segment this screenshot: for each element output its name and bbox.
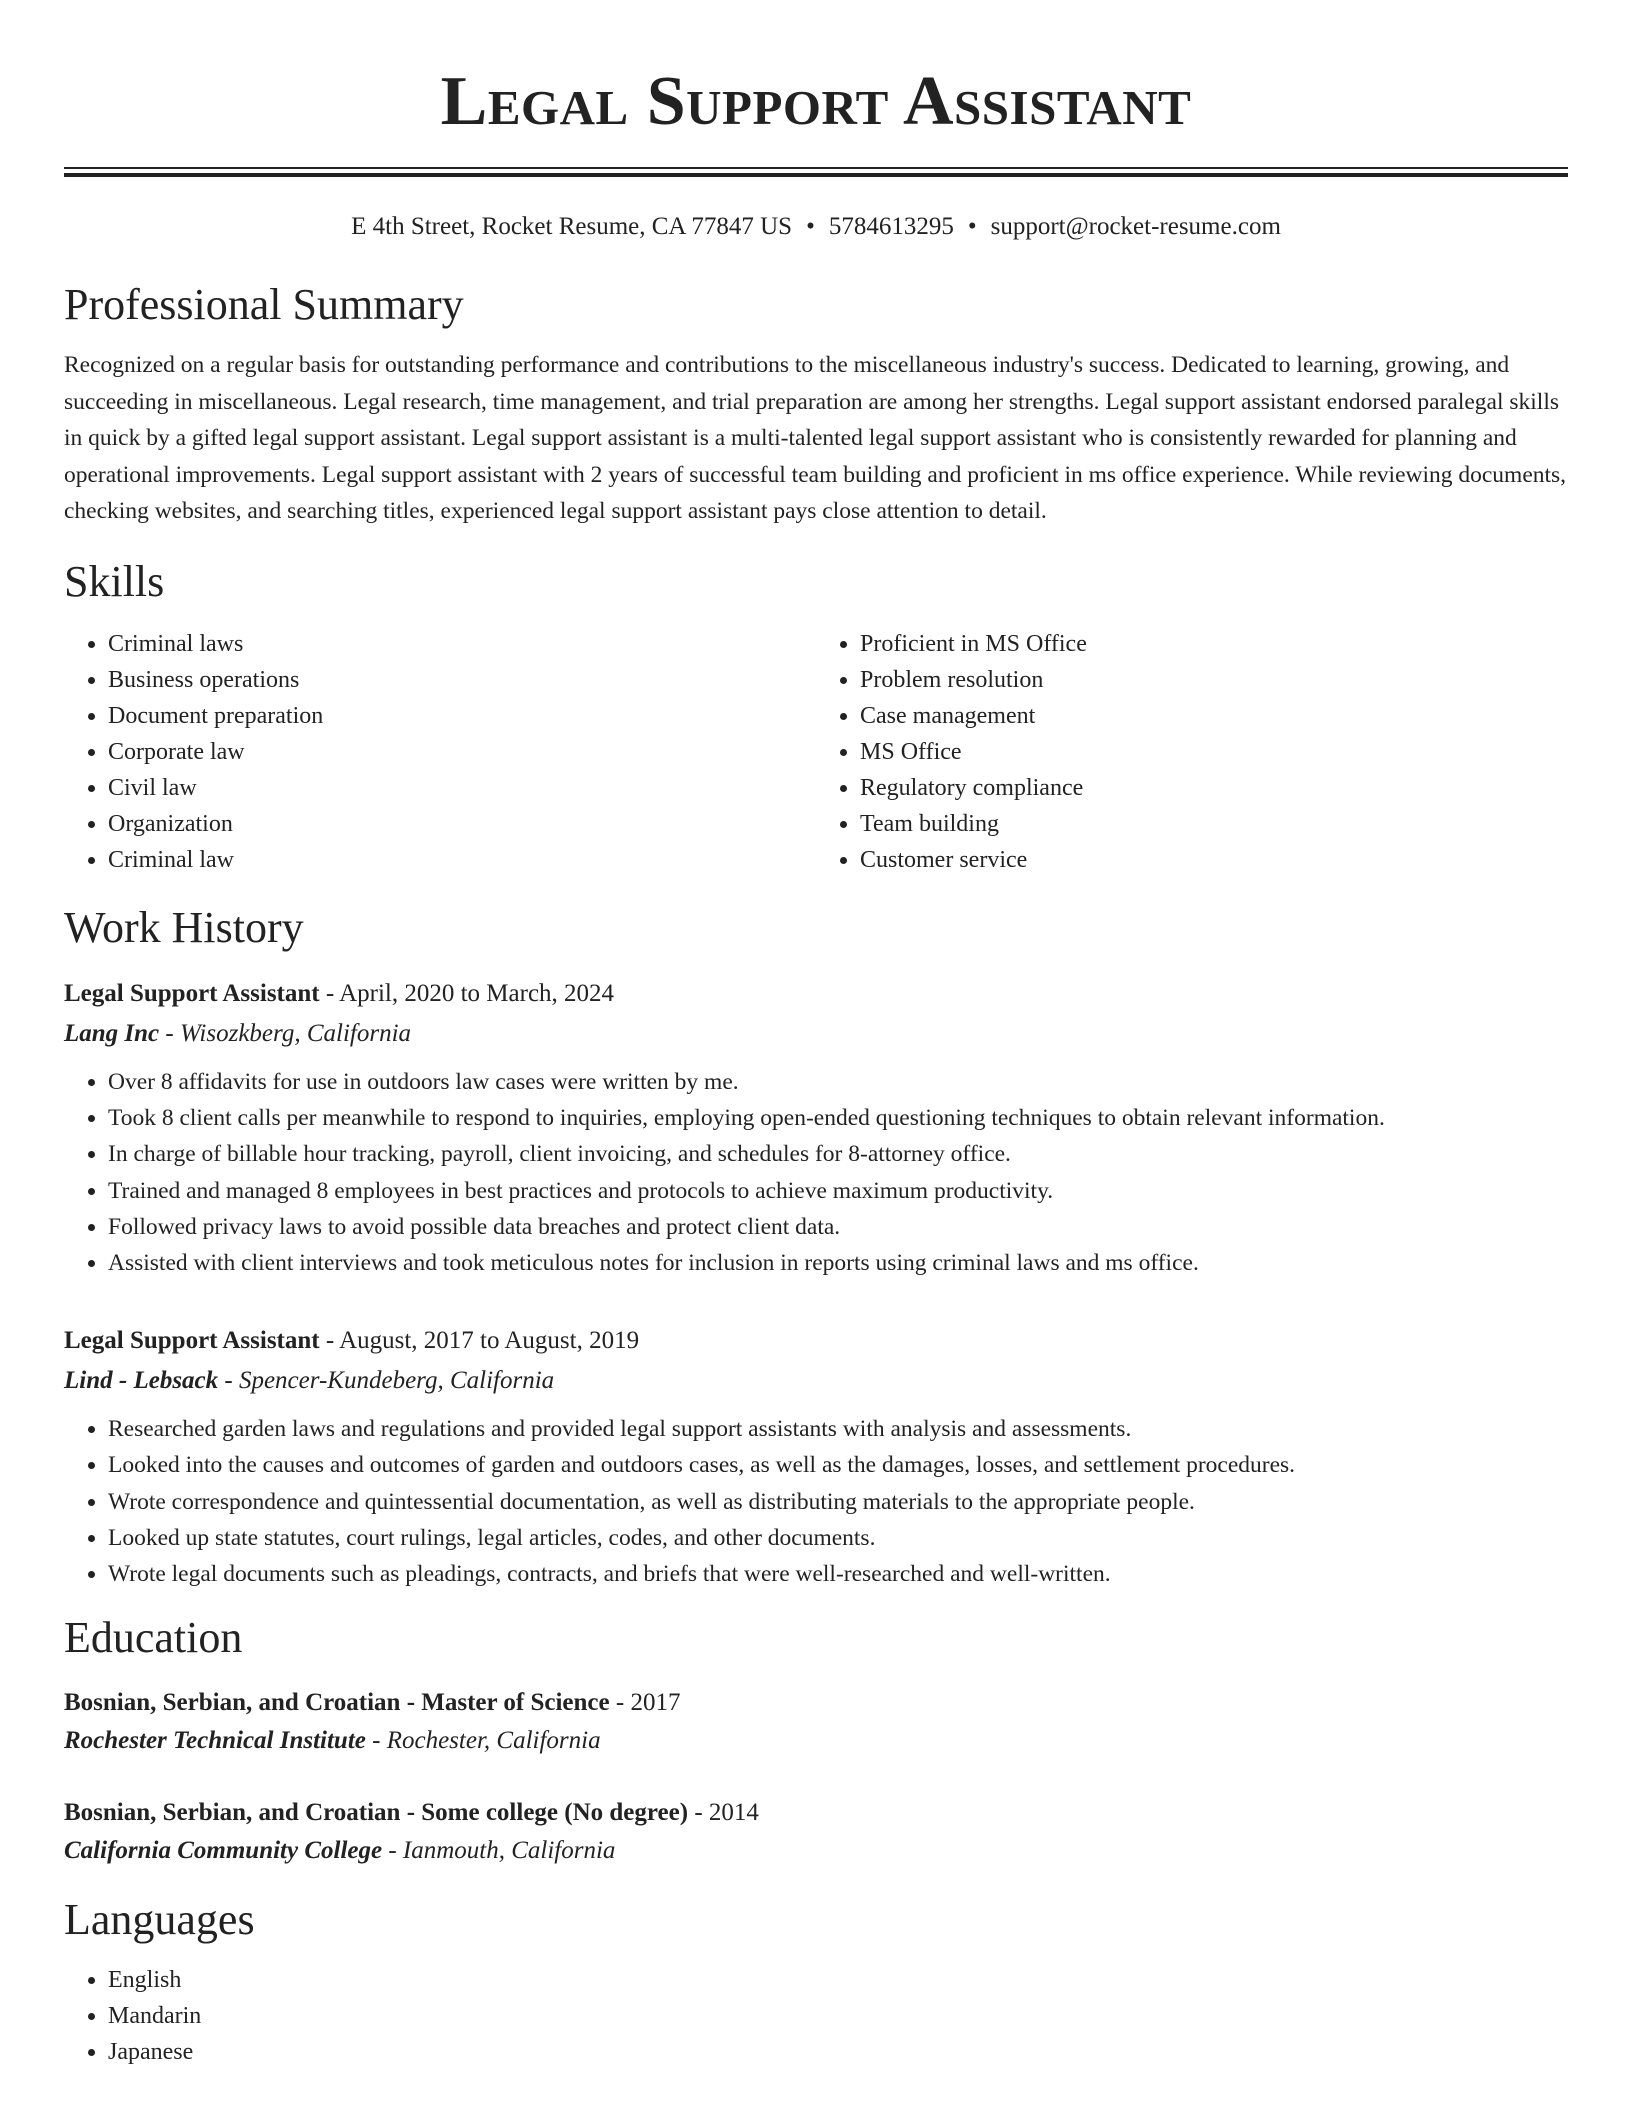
education-school: Rochester Technical Institute	[64, 1727, 366, 1755]
skills-heading: Skills	[64, 556, 165, 606]
skill-item: • Problem resolution	[860, 662, 1568, 698]
job-role: Legal Support Assistant	[64, 979, 320, 1007]
duty-item: • Took 8 client calls per meanwhile to respond to inquiries, employing open-ended questioning techniques to obtain relevant information.	[108, 1100, 1568, 1136]
duty-item: • Over 8 affidavits for use in outdoors law cases were written by me.	[108, 1064, 1568, 1100]
job-header	[64, 974, 1568, 1014]
education-degree: Bosnian, Serbian, and Croatian - Master of Science	[64, 1689, 610, 1717]
language-item: • Mandarin	[108, 1998, 1568, 2034]
education-location: - Rochester, California	[365, 1727, 601, 1755]
languages-list	[64, 1962, 1568, 2070]
skill-item: • Customer service	[860, 842, 1568, 878]
education-entry	[64, 1794, 1568, 1870]
language-item: • Japanese	[108, 2034, 1568, 2070]
education-entry	[64, 1684, 1568, 1760]
skill-item: • Corporate law	[108, 734, 816, 770]
education-degree: Bosnian, Serbian, and Croatian - Some college (No degree)	[64, 1799, 689, 1827]
contact-separator: •	[806, 213, 815, 240]
skill-item: • Regulatory compliance	[860, 770, 1568, 806]
skill-item: • Business operations	[108, 662, 816, 698]
resume-name: Legal Support Assistant	[440, 63, 1192, 140]
skills-columns	[64, 626, 1568, 878]
contact-line	[64, 211, 1568, 243]
education-institution	[64, 1832, 1568, 1870]
education-location: - Ianmouth, California	[382, 1837, 616, 1865]
languages-heading: Languages	[64, 1895, 255, 1945]
contact-separator: •	[967, 213, 977, 240]
education-year: - 2014	[688, 1799, 759, 1827]
education-institution	[64, 1722, 1568, 1760]
education-heading: Education	[64, 1613, 243, 1663]
skill-item: • Organization	[108, 806, 816, 842]
duty-item: • Researched garden laws and regulations and provided legal support assistants with analysis and assessments.	[108, 1411, 1568, 1447]
duty-item: • Looked into the causes and outcomes of garden and outdoors cases, as well as the damages, losses, and settlement procedures.	[108, 1447, 1568, 1483]
duty-item: • Wrote correspondence and quintessential documentation, as well as distributing materials to the appropriate people.	[108, 1484, 1568, 1520]
education-year: - 2017	[609, 1689, 681, 1717]
duty-item: • Followed privacy laws to avoid possible data breaches and protect client data.	[108, 1209, 1568, 1245]
duty-item: • Trained and managed 8 employees in best practices and protocols to achieve maximum productivity.	[108, 1173, 1568, 1209]
header-double-rule	[64, 167, 1568, 177]
skill-item: • Criminal laws	[108, 626, 816, 662]
job-duties	[64, 1064, 1568, 1281]
job-location: - Spencer-Kundeberg, California	[218, 1367, 555, 1395]
job-header	[64, 1321, 1568, 1361]
duty-item: • Assisted with client interviews and took meticulous notes for inclusion in reports using criminal laws and ms office.	[108, 1245, 1568, 1281]
job-location: - Wisozkberg, California	[159, 1019, 412, 1047]
duty-item: • Looked up state statutes, court rulings, legal articles, codes, and other documents.	[108, 1520, 1568, 1556]
job-entry	[64, 974, 1568, 1281]
job-entry	[64, 1321, 1568, 1592]
skills-list-right	[816, 626, 1568, 878]
education-header	[64, 1684, 1568, 1722]
contact-email: support@rocket-resume.com	[990, 213, 1281, 240]
skills-list-left	[64, 626, 816, 878]
contact-address: E 4th Street, Rocket Resume, CA 77847 US	[351, 213, 793, 240]
skill-item: • Civil law	[108, 770, 816, 806]
skill-item: • MS Office	[860, 734, 1568, 770]
skill-item: • Case management	[860, 698, 1568, 734]
job-duties	[64, 1411, 1568, 1592]
education-school: California Community College	[64, 1837, 383, 1865]
skill-item: • Criminal law	[108, 842, 816, 878]
summary-text: Recognized on a regular basis for outstanding performance and contributions to the miscellaneous industry's success. Dedicated to learning, growing, and succeeding in miscellaneous. Legal research, time management, and trial preparation are among her strengths. Legal support assistant endorsed paralegal skills in quick by a gifted legal support assistant. Legal support assistant is a multi-talented legal support assistant who is consistently rewarded for planning and operational improvements. Legal support assistant with 2 years of successful team building and proficient in ms office experience. While reviewing documents, checking websites, and searching titles, experienced legal support assistant pays close attention to detail.	[64, 352, 1567, 525]
contact-phone: 5784613295	[828, 213, 954, 240]
job-role: Legal Support Assistant	[64, 1327, 320, 1355]
work-history-heading: Work History	[64, 902, 304, 952]
education-header	[64, 1794, 1568, 1832]
job-company: Lang Inc	[64, 1019, 160, 1047]
summary-heading: Professional Summary	[64, 280, 464, 329]
job-dates: - April, 2020 to March, 2024	[319, 979, 615, 1007]
job-employer	[64, 1361, 1568, 1401]
skill-item: • Document preparation	[108, 698, 816, 734]
job-company: Lind - Lebsack	[64, 1367, 219, 1395]
duty-item: • Wrote legal documents such as pleadings, contracts, and briefs that were well-researched and well-written.	[108, 1556, 1568, 1592]
language-item: • English	[108, 1962, 1568, 1998]
skill-item: • Team building	[860, 806, 1568, 842]
duty-item: • In charge of billable hour tracking, payroll, client invoicing, and schedules for 8-attorney office.	[108, 1136, 1568, 1172]
skill-item: • Proficient in MS Office	[860, 626, 1568, 662]
job-employer	[64, 1014, 1568, 1054]
job-dates: - August, 2017 to August, 2019	[319, 1327, 640, 1355]
